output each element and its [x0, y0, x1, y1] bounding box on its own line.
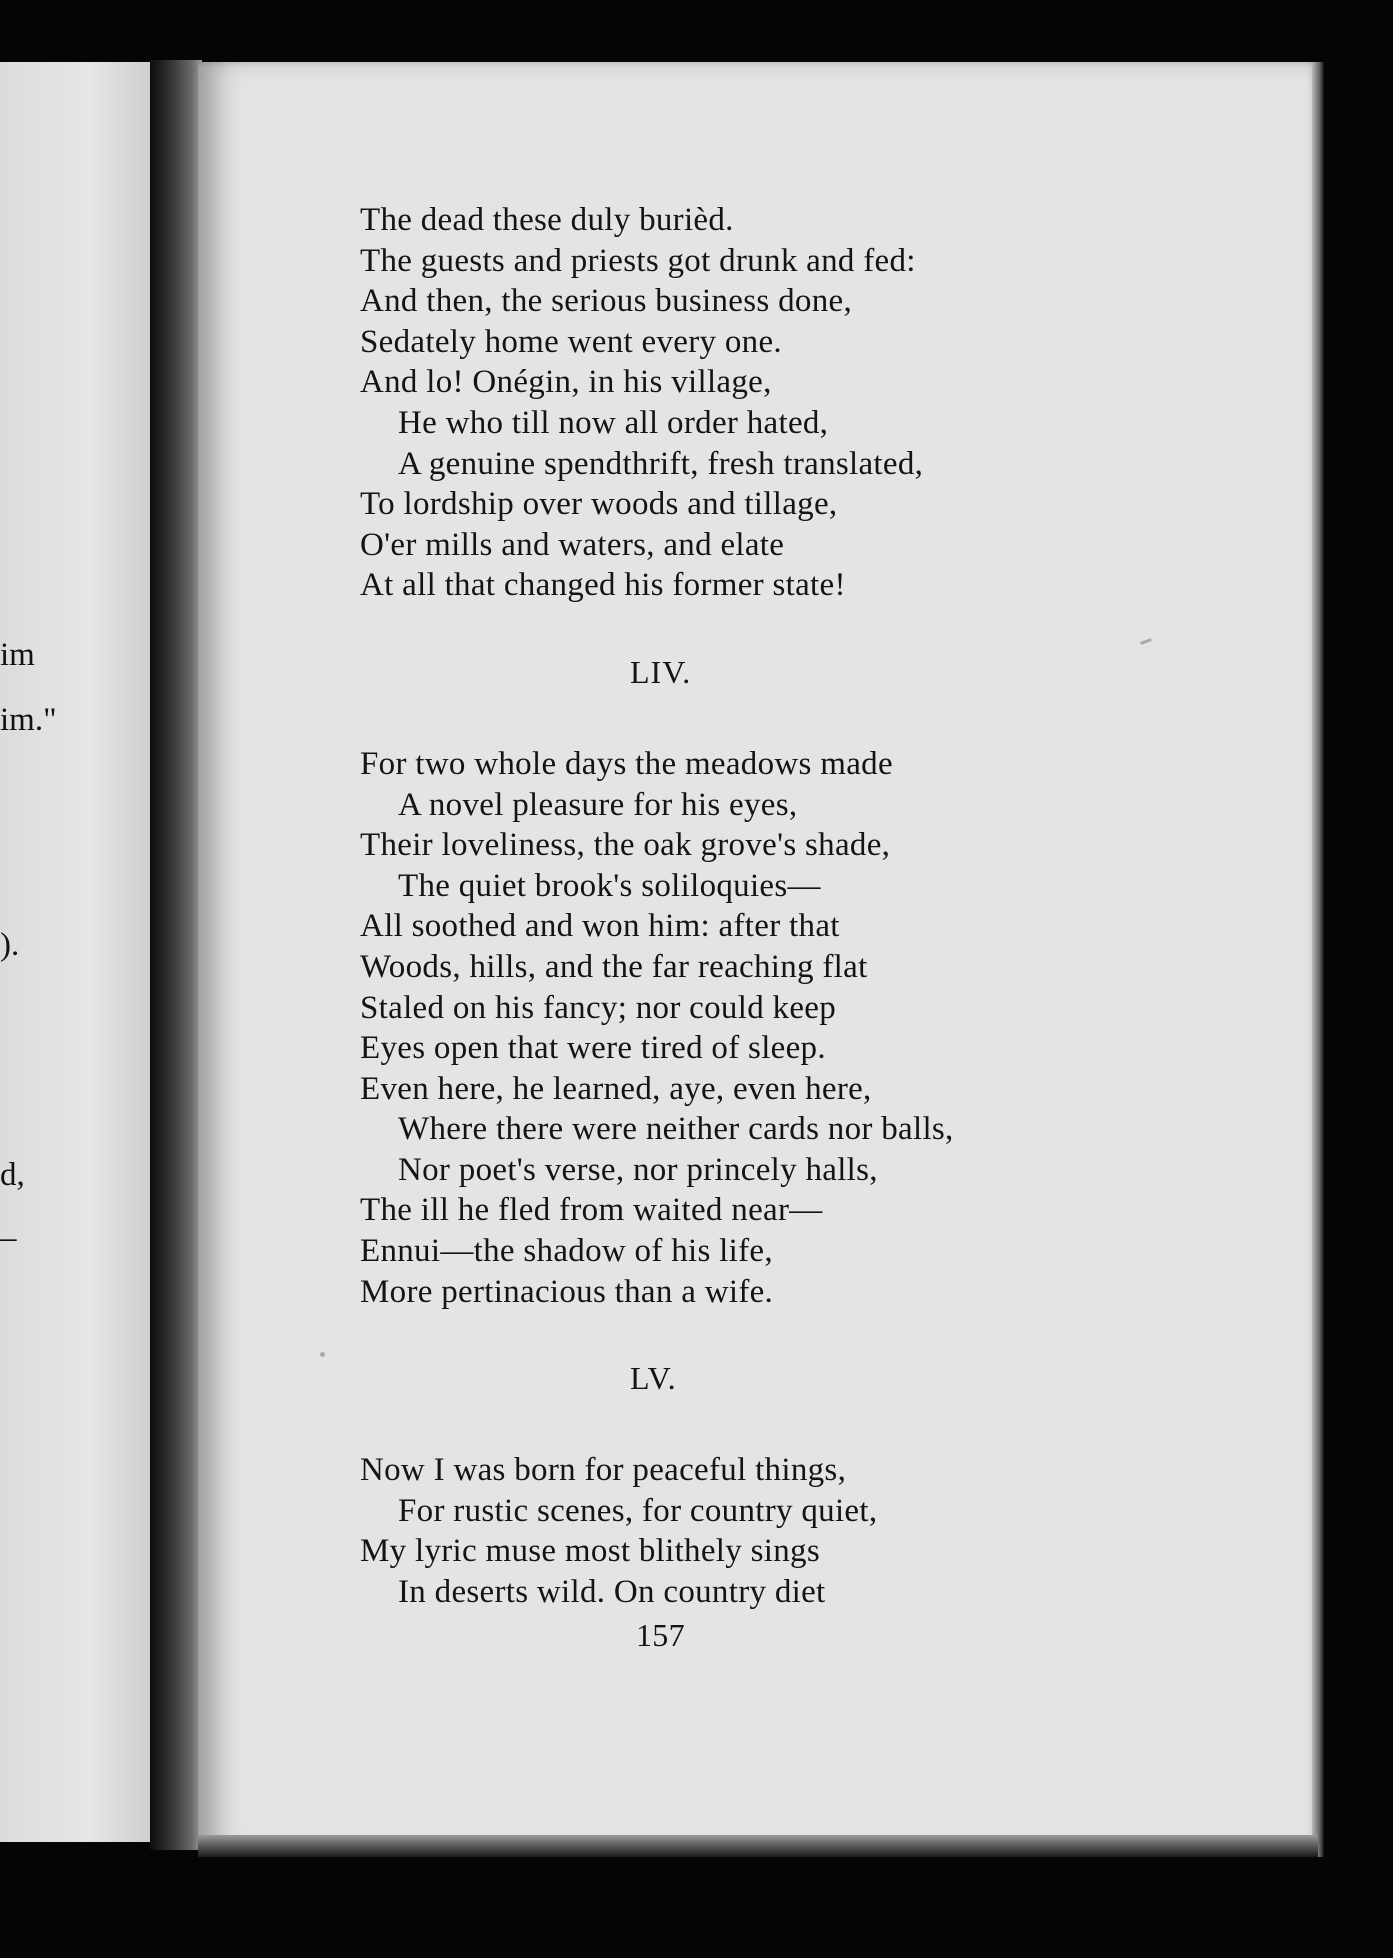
verse-line: Ennui—the shadow of his life,: [360, 1233, 773, 1270]
verse-line: In deserts wild. On country diet: [398, 1574, 826, 1611]
verse-line: Now I was born for peaceful things,: [360, 1452, 847, 1489]
stanza-heading: LV.: [630, 1360, 677, 1397]
verse-line: More pertinacious than a wife.: [360, 1273, 774, 1310]
verse-line: At all that changed his former state!: [360, 567, 846, 604]
verse-line: O'er mills and waters, and elate: [360, 526, 785, 563]
verse-line: Sedately home went every one.: [360, 323, 782, 360]
page-number: 157: [636, 1616, 685, 1653]
verse-line: The guests and priests got drunk and fed:: [360, 242, 916, 279]
verse-line: Woods, hills, and the far reaching flat: [360, 948, 868, 985]
stanza-54: [360, 744, 1180, 1312]
verse-line: And then, the serious business done,: [360, 283, 852, 320]
poem-text: [360, 200, 1180, 1655]
verse-line: He who till now all order hated,: [398, 404, 829, 441]
verse-line: A genuine spendthrift, fresh translated,: [398, 445, 924, 482]
left-page-fragment: d,: [0, 1157, 25, 1193]
verse-line: Staled on his fancy; nor could keep: [360, 989, 837, 1026]
stanza-55: [360, 1450, 1180, 1612]
left-page-fragment: ).: [0, 927, 20, 963]
verse-line: The quiet brook's soliloquies—: [398, 867, 821, 904]
verse-line: My lyric muse most blithely sings: [360, 1533, 820, 1570]
book-gutter: [150, 60, 202, 1850]
verse-line: For rustic scenes, for country quiet,: [398, 1492, 878, 1529]
verse-line: A novel pleasure for his eyes,: [398, 786, 798, 823]
verse-line: For two whole days the meadows made: [360, 745, 893, 782]
left-page-fragment: im: [0, 637, 35, 673]
verse-line: The ill he fled from waited near—: [360, 1192, 823, 1229]
verse-line: Their loveliness, the oak grove's shade,: [360, 827, 891, 864]
page-edge-bottom: [198, 1835, 1318, 1857]
left-page-fragment: im.": [0, 702, 57, 738]
verse-line: Nor poet's verse, nor princely halls,: [398, 1151, 878, 1188]
left-page: [0, 62, 150, 1842]
scan-speck: [320, 1352, 325, 1357]
verse-line: All soothed and won him: after that: [360, 908, 840, 945]
left-page-fragment: –: [0, 1220, 17, 1256]
verse-line: Eyes open that were tired of sleep.: [360, 1030, 826, 1067]
verse-line: The dead these duly burièd.: [360, 202, 734, 238]
verse-line: To lordship over woods and tillage,: [360, 486, 838, 523]
verse-line: And lo! Onégin, in his village,: [360, 364, 772, 401]
verse-line: Even here, he learned, aye, even here,: [360, 1070, 872, 1107]
verse-line: Where there were neither cards nor balls,: [398, 1111, 954, 1148]
stanza-heading: LIV.: [630, 653, 692, 690]
stanza-53-continued: [360, 200, 1180, 606]
page-edge-right: [1312, 62, 1324, 1857]
